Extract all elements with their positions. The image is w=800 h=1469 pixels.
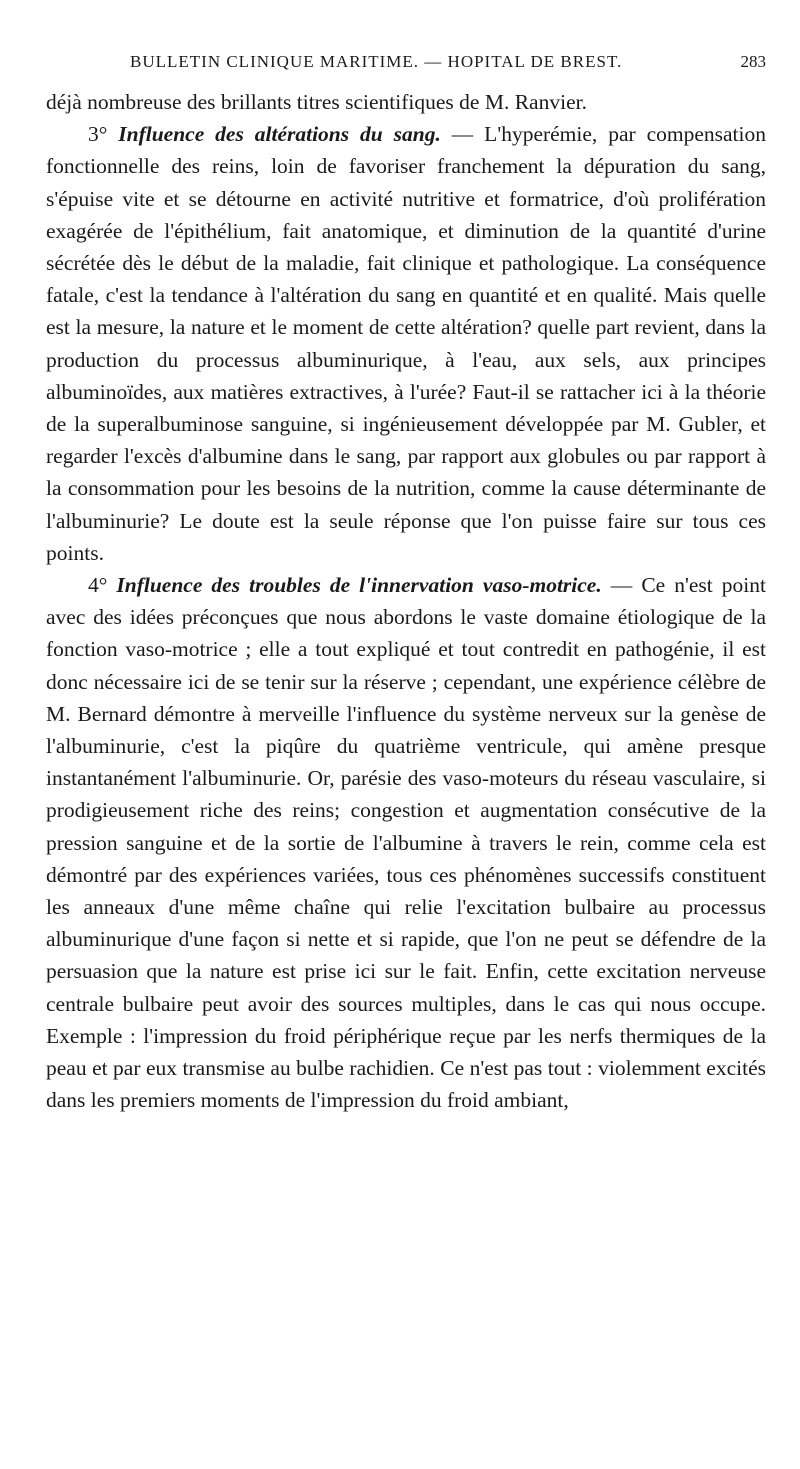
section-number: 3° [88,122,119,147]
paragraph-text: déjà nombreuse des brillants titres scientifiques de M. Ranvier. [46,90,587,114]
section-heading: Influence des altérations du sang. [118,122,441,147]
paragraph-continuation [46,86,766,118]
paragraph-text: — L'hyperémie, par compensation fonctionnelle des reins, loin de favoriser franchement la dépuration du sang, s'épuise vite et se détourne en activité nutritive et formatrice, d'où prolifération exagérée de l'épithélium, fait anatomique, et diminution de la quantité d'urine sécrétée dès le début de la maladie, fait clinique et pathologique. La conséquence fatale, c'est la tendance à l'altération du sang en quantité et en qualité. Mais quelle est la mesure, la nature et le moment de cette altération? quelle part revient, dans la production du processus albuminurique, à l'eau, aux sels, aux principes albuminoïdes, aux matières extractives, à l'urée? Faut-il se rattacher ici à la théorie de la superalbuminose sanguine, si ingénieusement développée par M. Gubler, et regarder l'excès d'albumine dans le sang, par rapport aux globules ou par rapport à la consommation pour les besoins de la nutrition, comme la cause déterminante de l'albuminurie? Le doute est la seule réponse que l'on puisse faire sur tous ces points. [46,122,766,565]
paragraph-text: — Ce n'est point avec des idées préconçues que nous abordons le vaste domaine étiologique de la fonction vaso-motrice ; elle a tout expliqué et tout contredit en pathogénie, il est donc nécessaire ici de se tenir sur la réserve ; cependant, une expérience célèbre de M. Bernard démontre à merveille l'influence du système nerveux sur la genèse de l'albuminurie, c'est la piqûre du quatrième ventricule, qui amène presque instantanément l'albuminurie. Or, parésie des vaso-moteurs du réseau vasculaire, si prodigieusement riche des reins; congestion et augmentation consécutive de la pression sanguine et de la sortie de l'albumine à travers le rein, comme cela est démontré par des expériences variées, tous ces phénomènes successifs constituent les anneaux d'une même chaîne qui relie l'excitation bulbaire au processus albuminurique d'une façon si nette et si rapide, que l'on ne peut se défendre de la persuasion que la nature est prise ici sur le fait. Enfin, cette excitation nerveuse centrale bulbaire peut avoir des sources multiples, dans le cas qui nous occupe. Exemple : l'impression du froid périphérique reçue par les nerfs thermiques de la peau et par eux transmise au bulbe rachidien. Ce n'est pas tout : violemment excités dans les premiers moments de l'impression du froid ambiant, [46,573,766,1113]
paragraph-section-3 [46,118,766,569]
section-number: 4° [88,573,117,598]
paragraph-section-4 [46,569,766,1116]
section-heading: Influence des troubles de l'innervation vaso-motrice. [116,573,602,598]
page-number: 283 [740,52,766,71]
running-head [46,52,766,72]
running-title: BULLETIN CLINIQUE MARITIME. — HOPITAL DE BREST. [130,52,623,71]
body-text [46,86,766,1117]
